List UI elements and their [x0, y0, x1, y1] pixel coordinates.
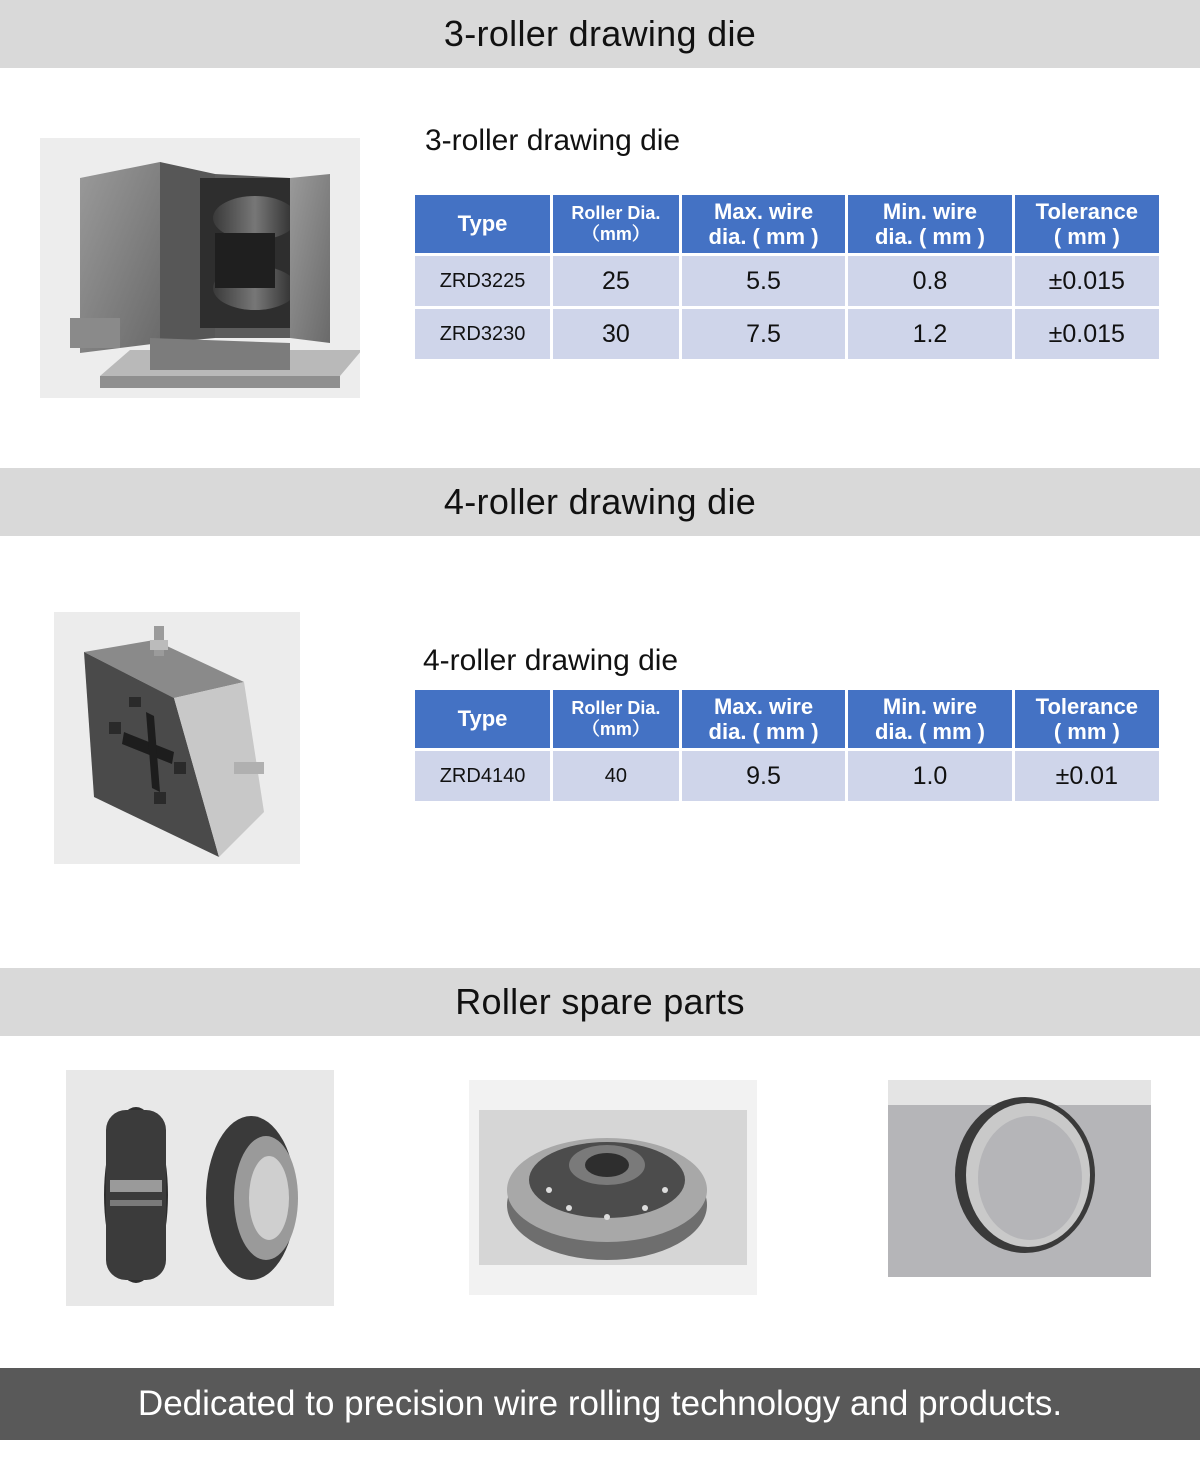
cell-roller-dia: 40 — [553, 751, 679, 801]
header-tolerance: Tolerance ( mm ) — [1015, 690, 1159, 748]
spec-table-4-roller — [412, 687, 1162, 804]
table-row — [415, 751, 1159, 801]
header-roller-dia: Roller Dia. （mm） — [553, 690, 679, 748]
header-roller-dia: Roller Dia. （mm） — [553, 195, 679, 253]
cell-max-wire: 5.5 — [682, 256, 846, 306]
cell-max-wire: 9.5 — [682, 751, 846, 801]
spec-table-3-roller — [412, 192, 1162, 362]
cell-roller-dia: 25 — [553, 256, 679, 306]
roller-hub-photo — [469, 1080, 757, 1295]
4-roller-drawing-die-photo — [54, 612, 300, 864]
cell-type: ZRD3230 — [415, 309, 550, 359]
header-min-wire: Min. wire dia. ( mm ) — [848, 690, 1011, 748]
3-roller-drawing-die-photo — [40, 138, 360, 398]
header-min-wire: Min. wire dia. ( mm ) — [848, 195, 1011, 253]
header-type: Type — [415, 690, 550, 748]
table-row — [415, 309, 1159, 359]
cell-roller-dia: 30 — [553, 309, 679, 359]
table-title: 3-roller drawing die — [425, 124, 681, 157]
cell-min-wire: 0.8 — [848, 256, 1011, 306]
footer-banner — [0, 1368, 1200, 1440]
header-type: Type — [415, 195, 550, 253]
table-row — [415, 256, 1159, 306]
cell-max-wire: 7.5 — [682, 309, 846, 359]
cell-min-wire: 1.2 — [848, 309, 1011, 359]
cell-type: ZRD4140 — [415, 751, 550, 801]
cell-tolerance: ±0.015 — [1015, 309, 1159, 359]
section-header-3-roller — [0, 0, 1200, 68]
section-title: 3-roller drawing die — [443, 13, 757, 54]
cell-tolerance: ±0.01 — [1015, 751, 1159, 801]
table-title: 4-roller drawing die — [423, 644, 679, 677]
cell-type: ZRD3225 — [415, 256, 550, 306]
section-title: 4-roller drawing die — [443, 481, 757, 522]
footer-slogan: Dedicated to precision wire rolling technology and products. — [137, 1384, 1063, 1423]
cell-min-wire: 1.0 — [848, 751, 1011, 801]
section-header-spare-parts — [0, 968, 1200, 1036]
roller-ring-photo — [888, 1080, 1151, 1277]
section-header-4-roller — [0, 468, 1200, 536]
header-max-wire: Max. wire dia. ( mm ) — [682, 690, 846, 748]
cell-tolerance: ±0.015 — [1015, 256, 1159, 306]
roller-pair-photo — [66, 1070, 334, 1306]
header-max-wire: Max. wire dia. ( mm ) — [682, 195, 846, 253]
section-title: Roller spare parts — [455, 981, 745, 1022]
header-tolerance: Tolerance ( mm ) — [1015, 195, 1159, 253]
